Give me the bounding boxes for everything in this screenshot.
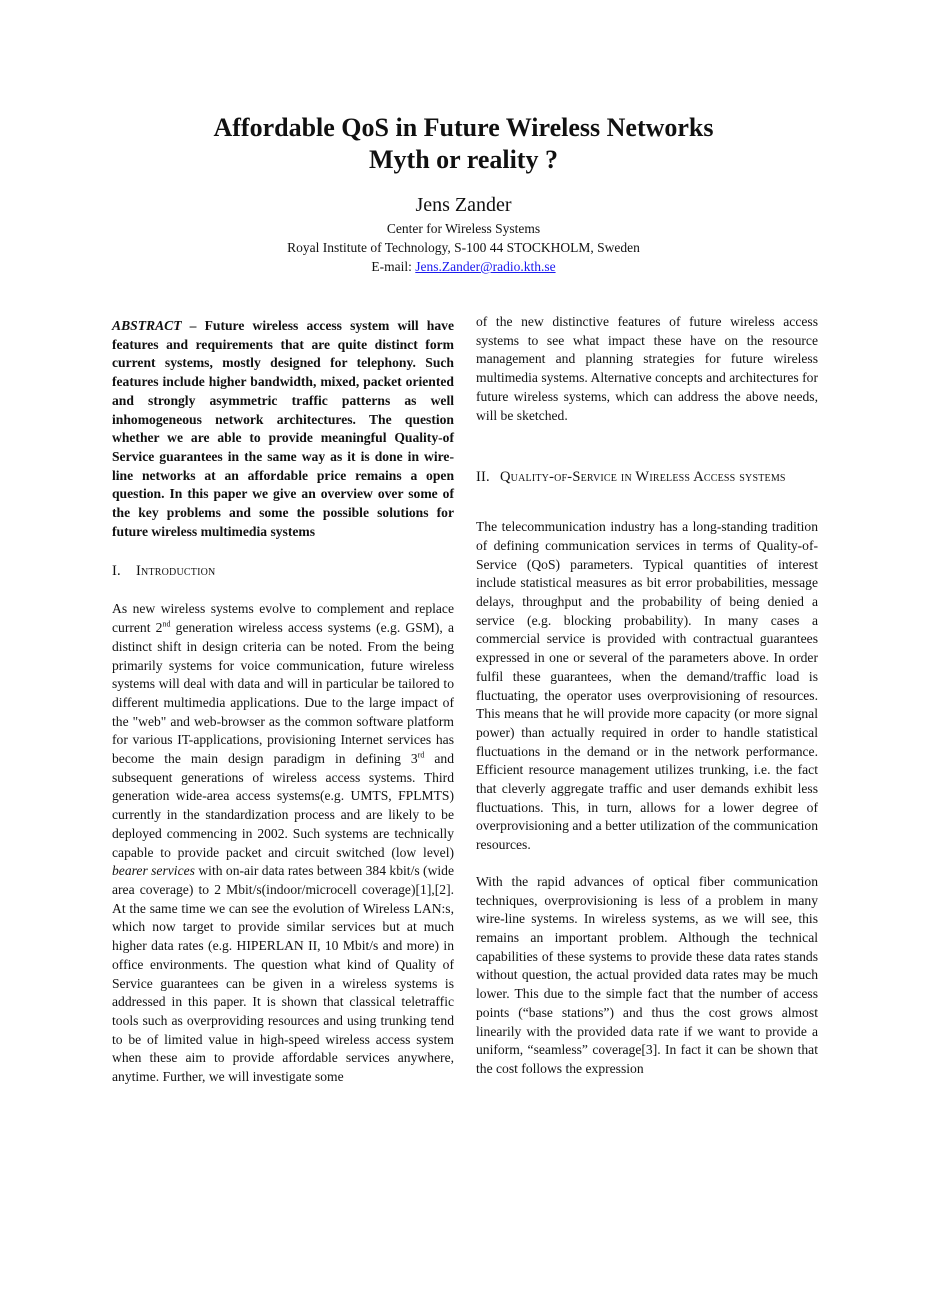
paper-title — [0, 112, 927, 176]
superscript: nd — [162, 619, 171, 629]
section-number: II. — [476, 469, 490, 486]
email-label: E-mail: — [371, 259, 416, 274]
section-title: Introduction — [136, 563, 216, 580]
qos-paragraph-1: The telecommunication industry has a long-standing tradition of defining communication services in terms of Quality-of-Service (QoS) parameters. Typical quantities of interest include statistical measures as bit error probabilities, message delays, throughput and the probability of being denied a service (e.g. blocking probability). In many cases a commercial service is provided with contractual guarantees expressed in one or several of the parameters above. In order fulfil these guarantees, when the demand/traffic load is fluctuating, the operator uses overprovisioning of resources. This means that he will provide more capacity (or more signal power) than actually required in order to handle statistical fluctuations in the demand or in the network performance. Efficient resource management utilizes trunking, i.e. the fact that cleverly aggregate traffic and user demands exhibit less fluctuations. This, in turn, allows for a lower degree of overprovisioning and a better utilization of the communication resources. — [476, 519, 818, 853]
abstract-lead: ABSTRACT — [112, 318, 182, 333]
intro-paragraph — [112, 600, 454, 1086]
qos-paragraph-2: With the rapid advances of optical fiber communication techniques, overprovisioning is less of a problem in many wire-line systems. In wireless systems, as we will see, this remains an important problem. Although the technical capabilities of these systems to provide these data rates stands without question, the actual provided data rates may be much lower. This due to the simple fact that the number of access points (“base stations”) and thus the cost grows almost linearily with the provided data rate if we want to provide a uniform, “seamless” coverage[3]. In fact it can be shown that the cost follows the expression — [476, 873, 818, 1076]
affiliation-institute: Royal Institute of Technology, S-100 44 STOCKHOLM, Sweden — [287, 240, 640, 255]
text-run: with on-air data rates between 384 kbit/s (wide area coverage) to 2 Mbit/s(indoor/microcell coverage)[1],[2]. At the same time we can see the evolution of Wireless LAN:s, which now target to provide similar services but at much higher data rates (e.g. HIPERLAN II, 10 Mbit/s and more) in office environments. The question what kind of Quality of Service guarantees can be given in a wireless systems is addressed in this paper. It is shown that classical teletraffic tools such as overproviding resources and using trunking tend to be of limited value in high-speed wireless access system when these aim to provide affordable services anywhere, anytime. Further, we will investigate some — [112, 863, 454, 1085]
superscript: rd — [417, 750, 425, 760]
section-title: Quality-of-Service in Wireless Access systems — [500, 469, 786, 486]
author-email — [0, 257, 927, 276]
text-run: generation wireless access systems (e.g. GSM), a distinct shift in design criteria can be noted. From the being primarily systems for voice communication, future wireless systems will deal with data and will in particular be tailored to different multimedia applications. Due to the large impact of the "web" and web-browser as the common software platform for various IT-applications, provisioning Internet services has become the main design paradigm in defining 3 — [112, 620, 455, 767]
section-heading-qos — [476, 467, 818, 488]
affiliation-center: Center for Wireless Systems — [386, 221, 541, 236]
abstract — [112, 317, 454, 541]
text-run: and subsequent generations of wireless access systems. Third generation wide-area access systems(e.g. UMTS, FPLMTS) currently in the standardization process and are likely to be deployed commencing in 2002. Such systems are technically capable to provide packet and circuit switched (low level) — [112, 751, 455, 860]
email-link[interactable]: Jens.Zander@radio.kth.se — [415, 259, 556, 274]
title-line-1: Affordable QoS in Future Wireless Networks — [213, 113, 714, 142]
abstract-text: – Future wireless access system will have features and requirements that are quite distinct form current systems, mostly designed for telephony. Such features include higher bandwidth, mixed, packet oriented and strongly asymmetric traffic patterns as well inhomogeneous network architectures. The question whether we are able to provide meaningful Quality-of Service guarantees in the same way as it is done in wire-line networks at an affordable price remains a open question. In this paper we give an overview over some of the key problems and some the possible solutions for future wireless multimedia systems — [112, 318, 454, 539]
title-line-2: Myth or reality ? — [369, 145, 558, 174]
right-column — [476, 313, 818, 1079]
left-column — [112, 317, 454, 1087]
section-heading-introduction — [112, 561, 454, 582]
emphasis-bearer-services: bearer services — [112, 863, 195, 879]
section-number: I. — [112, 563, 121, 580]
intro-paragraph-continued: of the new distinctive features of future wireless access systems to see what impact these have on the resource management and planning strategies for future wireless multimedia systems. Alternative concepts and architectures for future wireless systems, which can address the above needs, will be sketched. — [476, 314, 818, 423]
text-run: As new wireless systems evolve to complement and replace current 2 — [112, 601, 454, 636]
author-name: Jens Zander — [415, 194, 512, 216]
